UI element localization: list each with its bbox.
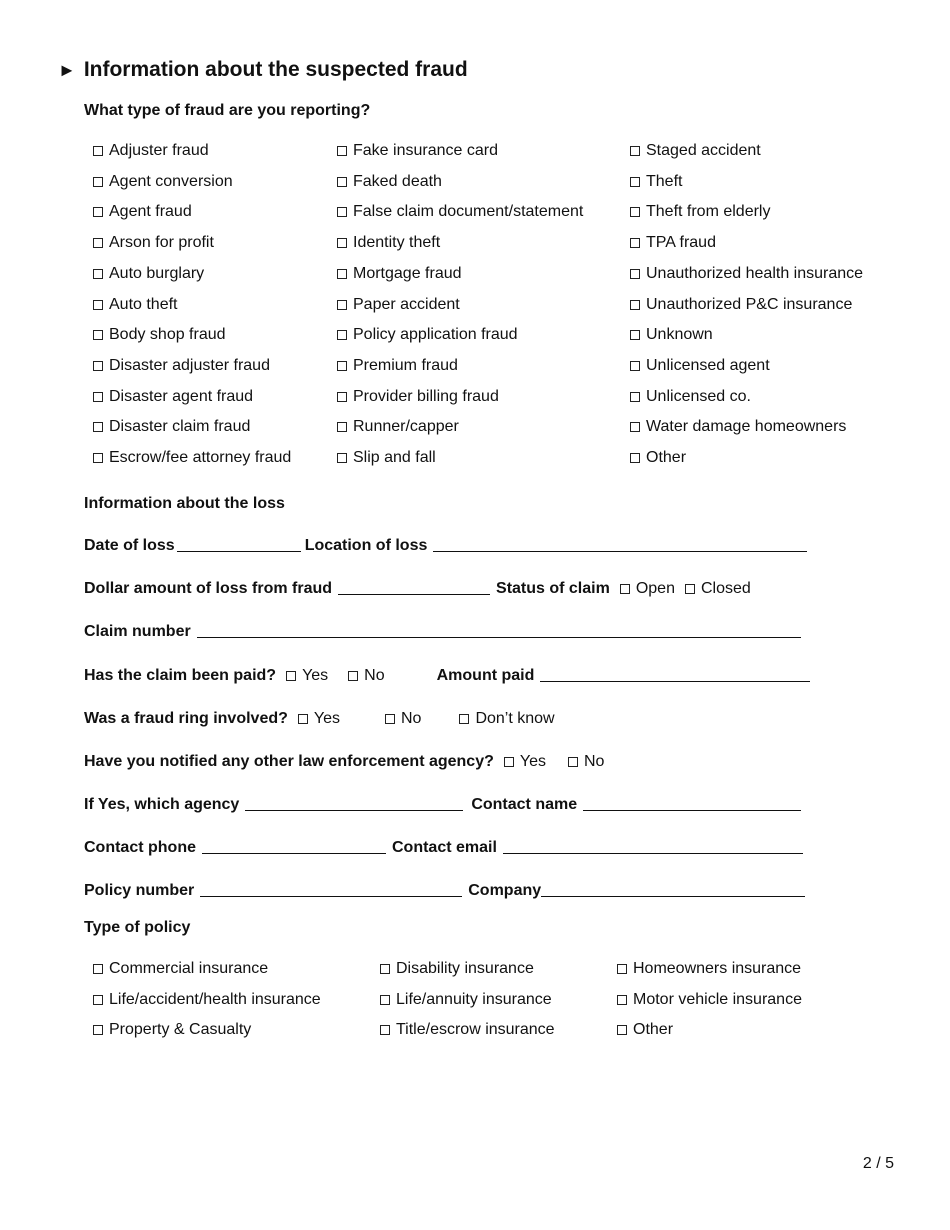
checkbox[interactable] — [630, 330, 640, 340]
policy-type-heading: Type of policy — [84, 919, 191, 936]
checkbox-option[interactable] — [93, 142, 209, 160]
policy-number-label: Policy number — [84, 882, 195, 899]
checkbox-option[interactable] — [630, 326, 713, 344]
checkbox-option[interactable] — [337, 203, 583, 221]
checkbox-label: Adjuster fraud — [109, 142, 209, 159]
checkbox-option[interactable] — [630, 142, 761, 160]
checkbox[interactable] — [337, 300, 347, 310]
ring-dontknow-label: Don’t know — [475, 710, 555, 727]
notified-no-checkbox[interactable] — [568, 757, 578, 767]
checkbox-label: TPA fraud — [646, 234, 716, 252]
ring-no-checkbox[interactable] — [385, 714, 395, 724]
checkbox[interactable] — [617, 964, 627, 974]
claim-paid-label: Has the claim been paid? — [84, 667, 277, 684]
claim-number-label: Claim number — [84, 623, 191, 640]
checkbox[interactable] — [617, 995, 627, 1005]
notified-label: Have you notified any other law enforcement agency? — [84, 753, 494, 770]
date-of-loss-field[interactable] — [177, 537, 301, 552]
checkbox[interactable] — [93, 300, 103, 310]
notified-yes-label: Yes — [519, 753, 546, 770]
ring-no-option[interactable] — [385, 710, 421, 728]
checkbox[interactable] — [337, 177, 347, 187]
checkbox-option[interactable] — [93, 265, 204, 283]
checkbox-label: Auto theft — [109, 295, 178, 313]
checkbox[interactable] — [93, 269, 103, 279]
checkbox-label: Staged accident — [646, 142, 761, 159]
status-closed-label: Closed — [700, 580, 751, 597]
checkbox-option[interactable] — [337, 234, 440, 252]
paid-no-option[interactable] — [348, 667, 384, 685]
checkbox-option[interactable] — [93, 357, 270, 375]
checkbox-option[interactable] — [337, 142, 498, 160]
checkbox-option[interactable] — [630, 388, 751, 406]
checkbox-option[interactable] — [93, 203, 192, 221]
paid-no-checkbox[interactable] — [348, 671, 358, 681]
contact-email-field[interactable] — [503, 839, 803, 854]
ring-dontknow-checkbox[interactable] — [459, 714, 469, 724]
paid-yes-label: Yes — [302, 667, 329, 684]
checkbox[interactable] — [337, 238, 347, 248]
checkbox[interactable] — [337, 453, 347, 463]
checkbox-option[interactable] — [337, 326, 518, 344]
checkbox-option[interactable] — [630, 357, 770, 375]
fraud-ring-row — [84, 710, 555, 728]
triangle-arrow-icon: ► — [58, 59, 76, 80]
checkbox-option[interactable] — [337, 296, 460, 314]
checkbox[interactable] — [93, 146, 103, 156]
checkbox-label: Unlicensed agent — [646, 356, 770, 374]
policy-number-field[interactable] — [200, 882, 462, 897]
checkbox-label: Policy application fraud — [353, 326, 518, 344]
policy-company-row — [84, 882, 809, 900]
checkbox-option[interactable] — [617, 960, 801, 978]
claim-number-field[interactable] — [197, 623, 801, 638]
checkbox-option[interactable] — [617, 1021, 673, 1039]
checkbox-label: Homeowners insurance — [633, 960, 802, 977]
checkbox[interactable] — [93, 361, 103, 371]
agency-label: If Yes, which agency — [84, 796, 240, 813]
checkbox-option[interactable] — [337, 418, 459, 436]
checkbox[interactable] — [630, 146, 640, 156]
checkbox[interactable] — [93, 964, 103, 974]
checkbox-option[interactable] — [337, 388, 499, 406]
loss-heading: Information about the loss — [84, 495, 285, 512]
checkbox[interactable] — [337, 422, 347, 432]
checkbox-option[interactable] — [337, 173, 442, 191]
status-open-label: Open — [635, 580, 675, 597]
checkbox-label: Water damage homeowners — [646, 418, 847, 436]
checkbox-label: Disaster claim fraud — [109, 418, 251, 436]
date-location-row — [84, 537, 811, 555]
checkbox[interactable] — [630, 177, 640, 187]
claim-number-row — [84, 623, 805, 641]
checkbox-label: Life/accident/health insurance — [109, 990, 321, 1008]
checkbox-label: Theft — [646, 172, 683, 190]
paid-yes-checkbox[interactable] — [286, 671, 296, 681]
notified-yes-checkbox[interactable] — [504, 757, 514, 767]
checkbox[interactable] — [337, 361, 347, 371]
checkbox-option[interactable] — [93, 1021, 251, 1039]
checkbox-option[interactable] — [630, 203, 770, 221]
status-closed-checkbox[interactable] — [685, 584, 695, 594]
checkbox[interactable] — [337, 207, 347, 217]
checkbox[interactable] — [337, 269, 347, 279]
checkbox[interactable] — [93, 207, 103, 217]
fraud-type-question: What type of fraud are you reporting? — [84, 102, 371, 119]
checkbox-option[interactable] — [380, 960, 534, 978]
checkbox-label: Title/escrow insurance — [396, 1021, 555, 1039]
checkbox[interactable] — [630, 300, 640, 310]
checkbox-label: Commercial insurance — [109, 960, 269, 977]
checkbox[interactable] — [337, 392, 347, 402]
contact-name-label: Contact name — [471, 796, 578, 813]
checkbox-label: Arson for profit — [109, 234, 214, 252]
checkbox-label: Agent fraud — [109, 203, 192, 221]
checkbox-option[interactable] — [93, 449, 291, 467]
checkbox[interactable] — [93, 995, 103, 1005]
checkbox[interactable] — [630, 238, 640, 248]
checkbox-option[interactable] — [617, 991, 802, 1009]
checkbox[interactable] — [93, 238, 103, 248]
checkbox-option[interactable] — [93, 960, 268, 978]
contact-email-label: Contact email — [392, 839, 497, 856]
checkbox-label: Provider billing fraud — [353, 387, 499, 405]
checkbox-label: Escrow/fee attorney fraud — [109, 449, 292, 466]
checkbox-label: Mortgage fraud — [353, 264, 462, 282]
company-label: Company — [468, 882, 542, 899]
paid-yes-option[interactable] — [286, 667, 328, 685]
checkbox-label: Unauthorized P&C insurance — [646, 295, 853, 313]
amount-status-row — [84, 580, 751, 598]
checkbox-option[interactable] — [630, 234, 716, 252]
contact-phone-label: Contact phone — [84, 839, 196, 856]
checkbox-option[interactable] — [630, 265, 863, 283]
checkbox-option[interactable] — [93, 326, 226, 344]
checkbox[interactable] — [93, 177, 103, 187]
checkbox-label: Motor vehicle insurance — [633, 990, 802, 1008]
checkbox-label: Disaster adjuster fraud — [109, 356, 270, 374]
checkbox-label: Paper accident — [353, 295, 460, 313]
contact-phone-field[interactable] — [202, 839, 386, 854]
checkbox-option[interactable] — [337, 265, 462, 283]
agency-field[interactable] — [245, 796, 463, 811]
dollar-amount-label: Dollar amount of loss from fraud — [84, 580, 333, 597]
checkbox[interactable] — [380, 1025, 390, 1035]
checkbox-label: Fake insurance card — [353, 142, 498, 159]
location-of-loss-label: Location of loss — [304, 537, 428, 554]
checkbox-label: Agent conversion — [109, 172, 233, 190]
checkbox-label: Other — [633, 1021, 674, 1039]
date-of-loss-label: Date of loss — [84, 537, 175, 554]
checkbox-label: Slip and fall — [353, 449, 436, 466]
claim-paid-row — [84, 667, 814, 685]
checkbox-label: Body shop fraud — [109, 326, 226, 344]
checkbox[interactable] — [93, 1025, 103, 1035]
checkbox[interactable] — [93, 453, 103, 463]
checkbox-option[interactable] — [630, 449, 686, 467]
page-number: 2 / 5 — [862, 1155, 894, 1172]
checkbox-label: Other — [646, 449, 687, 466]
checkbox[interactable] — [630, 453, 640, 463]
company-field[interactable] — [541, 882, 805, 897]
notified-row — [84, 753, 604, 771]
checkbox-label: Unlicensed co. — [646, 387, 751, 405]
checkbox-label: Premium fraud — [353, 356, 458, 374]
checkbox-option[interactable] — [630, 173, 682, 191]
ring-yes-checkbox[interactable] — [298, 714, 308, 724]
ring-yes-option[interactable] — [298, 710, 340, 728]
checkbox-label: Property & Casualty — [109, 1021, 252, 1039]
checkbox-label: Disaster agent fraud — [109, 387, 254, 405]
checkbox[interactable] — [337, 330, 347, 340]
status-open-checkbox[interactable] — [620, 584, 630, 594]
checkbox-label: Unauthorized health insurance — [646, 264, 864, 282]
checkbox[interactable] — [337, 146, 347, 156]
dollar-amount-field[interactable] — [338, 580, 490, 595]
checkbox-option[interactable] — [93, 418, 250, 436]
contact-name-field[interactable] — [583, 796, 801, 811]
checkbox-option[interactable] — [337, 357, 458, 375]
checkbox[interactable] — [93, 392, 103, 402]
checkbox[interactable] — [630, 422, 640, 432]
checkbox[interactable] — [630, 269, 640, 279]
checkbox[interactable] — [93, 422, 103, 432]
status-of-claim-label: Status of claim — [496, 580, 610, 597]
contact-phone-email-row — [84, 839, 807, 857]
checkbox-label: Unknown — [646, 326, 713, 344]
paid-no-label: No — [364, 667, 385, 684]
checkbox-option[interactable] — [93, 173, 233, 191]
status-closed-option[interactable] — [685, 580, 751, 598]
checkbox-option[interactable] — [93, 991, 321, 1009]
checkbox-label: Faked death — [353, 172, 442, 190]
checkbox[interactable] — [617, 1025, 627, 1035]
notified-no-option[interactable] — [568, 753, 604, 771]
checkbox-label: False claim document/statement — [353, 203, 584, 221]
amount-paid-label: Amount paid — [436, 667, 535, 684]
checkbox[interactable] — [380, 995, 390, 1005]
notified-no-label: No — [583, 753, 605, 770]
ring-dontknow-option[interactable] — [459, 710, 554, 728]
checkbox-label: Auto burglary — [109, 264, 205, 282]
checkbox-label: Identity theft — [353, 234, 441, 252]
section-title-text: Information about the suspected fraud — [83, 58, 468, 81]
ring-yes-label: Yes — [313, 710, 340, 727]
checkbox[interactable] — [630, 392, 640, 402]
notified-yes-option[interactable] — [504, 753, 546, 771]
section-title — [58, 58, 468, 82]
checkbox-label: Disability insurance — [396, 960, 534, 977]
checkbox[interactable] — [93, 330, 103, 340]
fraud-ring-label: Was a fraud ring involved? — [84, 710, 288, 727]
ring-no-label: No — [401, 710, 422, 727]
checkbox-label: Runner/capper — [353, 418, 459, 436]
agency-contact-row — [84, 796, 805, 814]
checkbox-option[interactable] — [380, 1021, 555, 1039]
amount-paid-field[interactable] — [540, 667, 810, 682]
checkbox-option[interactable] — [630, 296, 852, 314]
checkbox-option[interactable] — [337, 449, 436, 467]
location-of-loss-field[interactable] — [433, 537, 807, 552]
checkbox-option[interactable] — [630, 418, 846, 436]
checkbox[interactable] — [380, 964, 390, 974]
checkbox-option[interactable] — [93, 296, 178, 314]
checkbox[interactable] — [630, 207, 640, 217]
checkbox-label: Life/annuity insurance — [396, 990, 552, 1008]
checkbox[interactable] — [630, 361, 640, 371]
checkbox-option[interactable] — [93, 388, 253, 406]
checkbox-label: Theft from elderly — [646, 203, 771, 221]
checkbox-option[interactable] — [93, 234, 214, 252]
status-open-option[interactable] — [620, 580, 675, 598]
checkbox-option[interactable] — [380, 991, 552, 1009]
